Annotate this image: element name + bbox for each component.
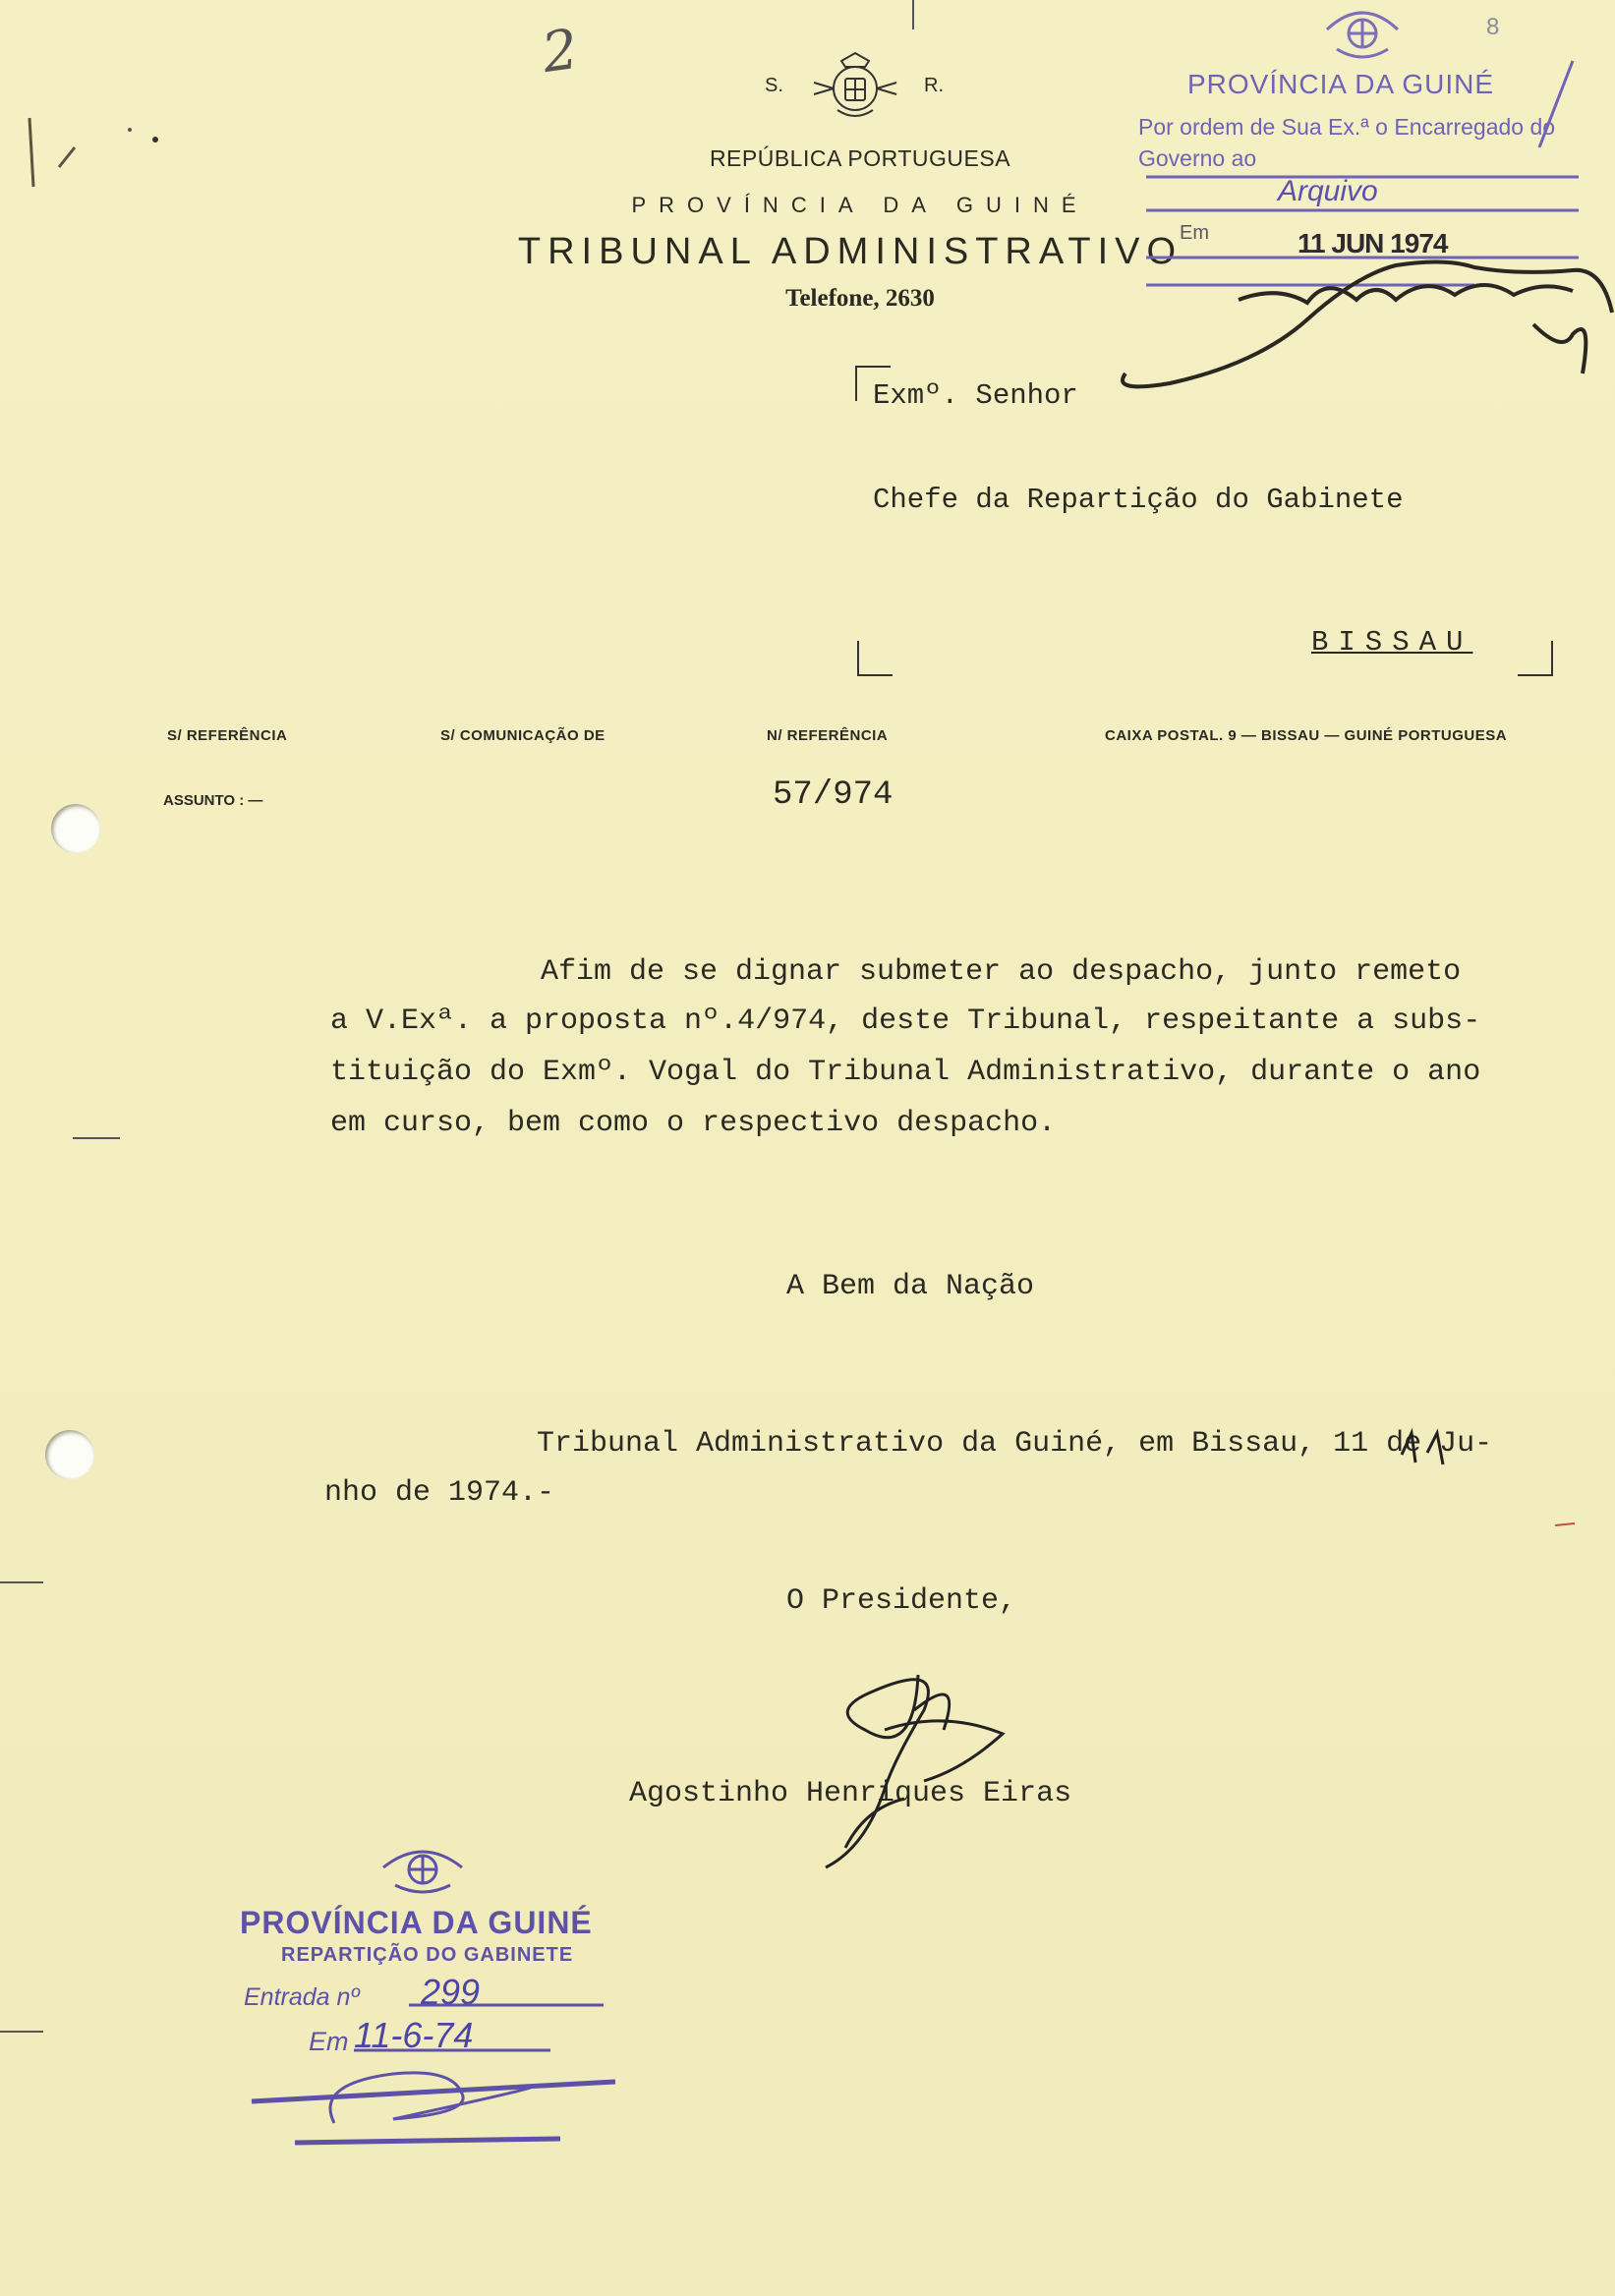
stamp-bottom-provincia: PROVÍNCIA DA GUINÉ <box>240 1905 593 1940</box>
ink-dot <box>152 137 158 143</box>
stamp-em: Em <box>1180 222 1209 244</box>
letterhead-r: R. <box>924 75 944 96</box>
tribunal-heading: TRIBUNAL ADMINISTRATIVO <box>517 231 1183 272</box>
paragraph1-line4: em curso, bem como o respectivo despacho. <box>330 1107 1057 1140</box>
stamp-rule <box>295 2139 560 2143</box>
ink-dot <box>128 128 132 132</box>
paragraph1-line2: a V.Exª. a proposta nº.4/974, deste Tribunal, respeitante a subs- <box>330 1004 1481 1038</box>
stamp-destino: Arquivo <box>1278 175 1378 207</box>
letterhead-s: S. <box>765 75 783 96</box>
stamp-entrada-value: 299 <box>421 1972 481 2012</box>
salutation: Exmº. Senhor <box>873 379 1078 412</box>
n-referencia-value: 57/974 <box>773 776 894 814</box>
stamp-governo: Governo ao <box>1138 145 1257 171</box>
paragraph1-line3: tituição do Exmº. Vogal do Tribunal Administrativo, durante o ano <box>330 1056 1481 1089</box>
caixa-postal: CAIXA POSTAL. 9 — BISSAU — GUINÉ PORTUGUESA <box>1105 727 1508 744</box>
place-date-line1: Tribunal Administrativo da Guiné, em Bissau, 11 de Ju- <box>537 1427 1493 1461</box>
stamp-em-label: Em <box>309 2027 349 2056</box>
stamp-ordem: Por ordem de Sua Ex.ª o Encarregado do <box>1138 114 1556 140</box>
place-date-line2: nho de 1974.- <box>324 1476 555 1510</box>
handwritten-number: 2 <box>538 17 582 86</box>
signatory-name: Agostinho Henriques Eiras <box>629 1777 1072 1810</box>
president-signature <box>826 1675 1003 1867</box>
edge-wear <box>29 118 75 187</box>
handwritten-day <box>1402 1433 1443 1464</box>
assunto-label: ASSUNTO : — <box>163 792 263 809</box>
closing-formula: A Bem da Nação <box>786 1270 1035 1303</box>
telefone: Telefone, 2630 <box>785 285 935 312</box>
stamp-entrada-label: Entrada nº <box>244 1983 360 2011</box>
top-signature <box>1123 261 1612 386</box>
s-comunicacao-label: S/ COMUNICAÇÃO DE <box>440 727 606 744</box>
recipient: Chefe da Repartição do Gabinete <box>873 484 1404 516</box>
stamp-bottom-reparticao: REPARTIÇÃO DO GABINETE <box>281 1944 574 1966</box>
n-referencia-label: N/ REFERÊNCIA <box>767 727 889 744</box>
checkmark-stroke <box>1539 61 1573 147</box>
page-number: 8 <box>1486 14 1500 40</box>
stamp-date: 11 JUN 1974 <box>1298 228 1448 258</box>
red-tick <box>1555 1523 1575 1525</box>
city: BISSAU <box>1311 626 1473 659</box>
stamp-provincia: PROVÍNCIA DA GUINÉ <box>1187 69 1495 99</box>
republica-heading: REPÚBLICA PORTUGUESA <box>709 145 1011 171</box>
signatory-role: O Presidente, <box>786 1584 1017 1618</box>
stamp-rule <box>252 2082 615 2101</box>
s-referencia-label: S/ REFERÊNCIA <box>167 727 288 744</box>
provincia-heading: PROVÍNCIA DA GUINÉ <box>631 193 1089 217</box>
paragraph1-line1: Afim de se dignar submeter ao despacho, junto remeto <box>541 955 1462 989</box>
stamp-em-value: 11-6-74 <box>354 2015 474 2055</box>
